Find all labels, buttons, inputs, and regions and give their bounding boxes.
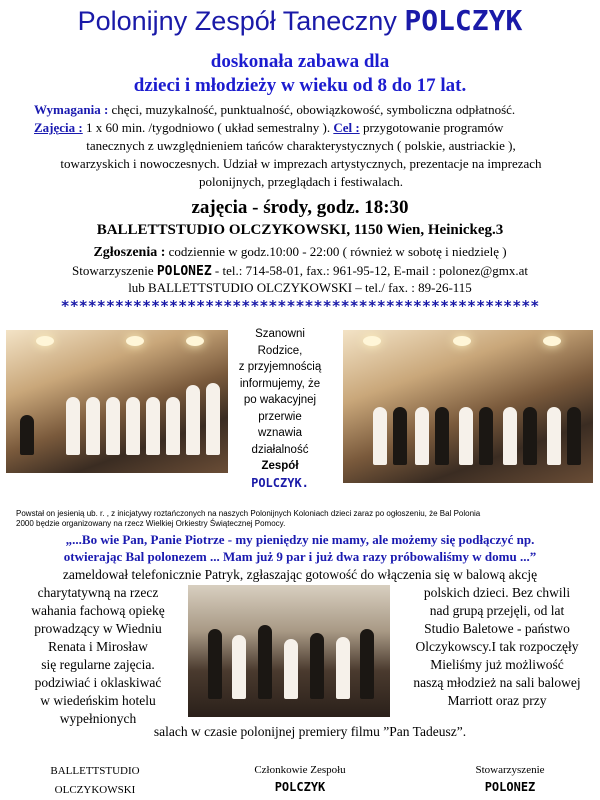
story-left-line: wypełnionych [59,711,137,726]
info-paragraph [6,101,596,191]
classes-label: Zajęcia : [34,120,83,135]
goal-text-4: polonijnych, przeglądach i festiwalach. [199,174,403,189]
story-line-1: zameldował telefonicznie Patryk, zgłaszając gotowość do włączenia się w balową akcję [62,567,538,582]
notice-line: po wakacyjnej [243,394,317,406]
page-title [0,4,600,37]
requirements-label: Wymagania : [34,102,109,117]
contact-text: - tel.: 714-58-01, fax.: 961-95-12, E-mail : polonez@gmx.at [211,263,528,278]
story-left-line: prowadzący w Wiedniu [34,621,162,636]
story-left-line: Renata i Mirosław [48,639,148,654]
notice-line: przerwie [258,410,302,423]
schedule-when: zajęcia - środy, godz. 18:30 [191,197,409,218]
notice-text [236,326,324,491]
dance-photo-left [6,330,228,473]
footer-left-line-2: OLCZYKOWSKI [54,784,136,796]
story-right-line: Mieliśmy już możliwość [430,657,564,672]
story-left-column [14,584,182,728]
contact-prefix: Stowarzyszenie [72,263,157,278]
footer-center-line-2: POLCZYK [274,780,326,794]
goal-text-2: tanecznych z uwzględnieniem tańców charakterystycznych ( polskie, austriackie ), [86,138,516,153]
footer-center [215,762,385,796]
schedule-where: BALLETTSTUDIO OLCZYKOWSKI, 1150 Wien, Heinickeg.3 [96,222,504,238]
title-brand: POLCZYK [404,4,523,37]
notice-line: Rodzice, [257,344,303,357]
story-right-line: polskich dzieci. Bez chwili [423,585,571,600]
polonez-brand: POLONEZ [156,264,212,279]
signup-line [0,243,600,262]
story-left-line: się regularne zajęcia. [41,657,155,672]
notice-line: wznawia [257,427,303,439]
history-line-2: 2000 będzie organizowany na rzecz Wielkiej Orkiestry Świątecznej Pomocy. [16,519,286,528]
signup-label: Zgłoszenia : [93,245,166,260]
footer-center-line-1: Członkowie Zespołu [254,764,346,776]
history-text [16,509,591,529]
notice-line: z przyjemnością [238,361,322,373]
quote [0,531,600,565]
footer-left [20,762,170,800]
footer-right [440,762,580,796]
signup-text: codziennie w godz.10:00 - 22:00 ( również w sobotę i niedzielę ) [165,244,507,259]
footer-right-line-1: Stowarzyszenie [475,764,545,776]
notice-line: informujemy, że [239,377,321,390]
story-right-line: Studio Baletowe - państwo [424,621,570,636]
story-left-line: charytatywną na rzecz [37,585,159,600]
story-line-last: salach w czasie polonijnej premiery filmu ”Pan Tadeusz”. [153,724,467,739]
story-left-line: wahania fachową opiekę [31,603,165,618]
story-right-line: naszą młodzież na sali balowej [413,675,581,690]
story-right-line: Marriott oraz przy [447,693,547,708]
history-line-1: Powstał on jesienią ub. r. , z inicjatywy roztańczonych na naszych Polonijnych Koloniach dzieci zaraz po ogłoszeniu, że Bal Polonia [16,509,481,518]
notice-ensemble-brand: POLCZYK. [251,475,309,490]
notice-ensemble: Zespół [261,460,299,472]
story-right-line: nad grupą przejęli, od lat [429,603,565,618]
goal-text-1: przygotowanie programów [359,120,504,135]
quote-line-2: otwierając Bal polonezem ... Mam już 9 par i już dwa razy próbowaliśmy w domu ...” [63,549,537,564]
footer-left-line-1: BALLETTSTUDIO [50,765,140,777]
story-right-column [396,584,598,710]
notice-line: Szanowni [255,328,305,340]
story-left-line: w wiedeńskim hotelu [40,693,156,708]
requirements-text: chęci, muzykalność, punktualność, obowiązkowość, symboliczna odpłatność. [108,102,516,117]
story-left-line: podziwiać i oklaskiwać [34,675,162,690]
group-photo [188,585,390,717]
notice-line: działalność [251,443,309,456]
title-prefix: Polonijny Zespół Taneczny [77,6,397,36]
subtitle-line-2: dzieci i młodzieży w wieku od 8 do 17 lat. [133,75,467,96]
quote-line-1: „...Bo wie Pan, Panie Piotrze - my pieniędzy nie mamy, ale możemy się podłączyć np. [65,532,535,547]
classes-text: 1 x 60 min. /tygodniowo ( układ semestralny ). [82,120,331,135]
subtitle-line-1: doskonała zabawa dla [210,51,390,72]
contact-line-2: lub BALLETTSTUDIO OLCZYKOWSKI – tel./ fax. : 89-26-115 [128,280,472,295]
goal-label: Cel : [333,120,360,135]
dance-photo-right [343,330,593,483]
star-divider: ***************************************************** [60,297,540,315]
footer-right-line-2: POLONEZ [484,780,536,794]
goal-text-3: towarzyskich i nowoczesnych. Udział w imprezach artystycznych, prezentacje na imprezach [60,156,542,171]
story-right-line: Olczykowscy.I tak rozpoczęły [415,639,579,654]
